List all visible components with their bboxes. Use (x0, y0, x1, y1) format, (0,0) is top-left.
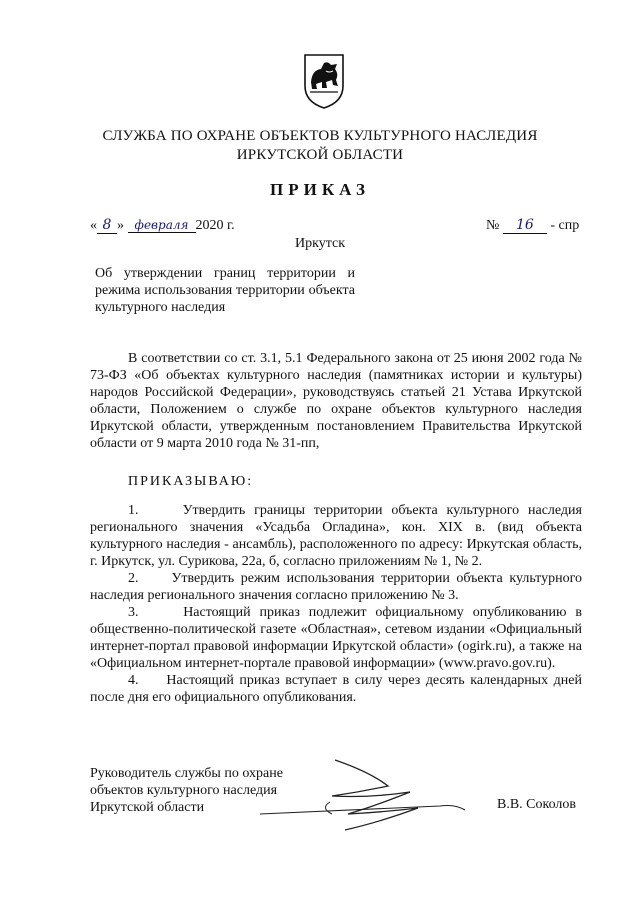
order-word: ПРИКАЗЫВАЮ: (128, 474, 254, 489)
order-item-3: 3. Настоящий приказ подлежит официальному опубликованию в общественно-политической газете «Областная», сетевом издании «Официальный интернет-портал правовой информации Иркутской области» (ogirk.ru), а также на «Официальном интернет-портале правовой информации» (www.pravo.gov.ru). (90, 605, 582, 671)
agency-name-line2: ИРКУТСКОЙ ОБЛАСТИ (236, 147, 404, 163)
order-items (90, 502, 582, 706)
date-day: 8 (97, 217, 117, 234)
date-year: 2020 г. (195, 218, 235, 233)
date-month: февраля (128, 218, 196, 233)
document-number (486, 217, 579, 234)
signatory-position-line1: Руководитель службы по охране (90, 766, 283, 781)
number-value: 16 (503, 217, 547, 234)
handwritten-signature-icon (260, 752, 470, 842)
date-close-quote: » (117, 218, 124, 233)
signatory-position (90, 765, 283, 816)
date-open-quote: « (90, 218, 97, 233)
irkutsk-coat-of-arms-icon (302, 52, 346, 110)
document-subject: Об утверждении границ территории и режима использования территории объекта культурного наследия (95, 266, 355, 315)
order-item-1: 1. Утвердить границы территории объекта культурного наследия регионального значения «Усадьба Огладина», кон. XIX в. (вид объекта культурного наследия - ансамбль), расположенного по адресу: Иркутская область, г. Иркутск, ул. Сурикова, 22а, б, согласно приложениям № 1, № 2. (90, 503, 582, 569)
preamble-block (90, 350, 582, 452)
order-item-4: 4. Настоящий приказ вступает в силу через десять календарных дней после дня его официального опубликования. (90, 673, 582, 705)
number-prefix: № (486, 218, 500, 233)
signatory-name: В.В. Соколов (497, 797, 577, 812)
number-suffix: - спр (550, 218, 580, 233)
document-city: Иркутск (294, 236, 346, 251)
signatory-position-line3: Иркутской области (90, 800, 205, 815)
document-date (90, 217, 235, 234)
document-type-title: ПРИКАЗ (270, 180, 370, 199)
agency-name-line1: СЛУЖБА ПО ОХРАНЕ ОБЪЕКТОВ КУЛЬТУРНОГО НАСЛЕДИЯ (102, 128, 538, 144)
signatory-position-line2: объектов культурного наследия (90, 783, 278, 798)
preamble-text: В соответствии со ст. 3.1, 5.1 Федерального закона от 25 июня 2002 года № 73-ФЗ «Об объектах культурного наследия (памятниках истории и культуры) народов Российской Федерации», руководствуясь статьей 21 Устава Иркутской области, Положением о службе по охране объектов культурного наследия Иркутской области, утвержденным постановлением Правительства Иркутской области от 9 марта 2010 года № 31-пп, (90, 351, 582, 451)
order-item-2: 2. Утвердить режим использования территории объекта культурного наследия регионального значения согласно приложению № 3. (90, 571, 582, 603)
